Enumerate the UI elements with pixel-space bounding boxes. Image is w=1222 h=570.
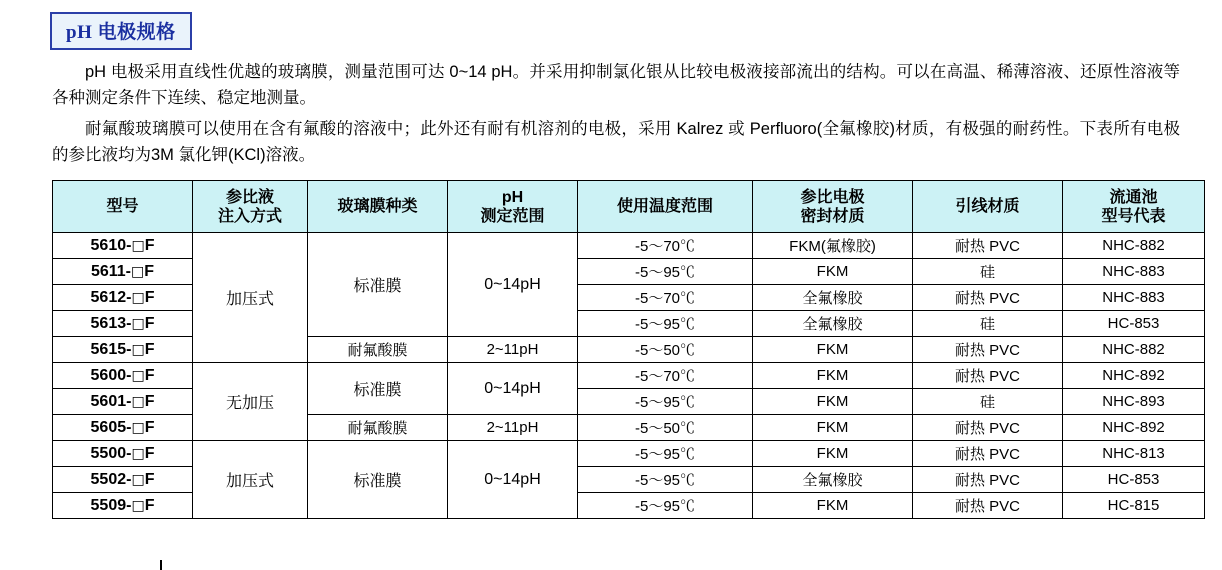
column-header-injection: 参比液 注入方式 <box>193 181 308 233</box>
square-glyph: □ <box>131 367 145 384</box>
cell-seal: FKM <box>753 389 913 415</box>
cell-wire: 硅 <box>913 259 1063 285</box>
table-body <box>53 233 1205 519</box>
cell-seal: FKM <box>753 259 913 285</box>
table-header-row <box>53 181 1205 233</box>
cell-temperature: -5～50℃ <box>578 337 753 363</box>
cell-model: 5613-□F <box>53 311 193 337</box>
cell-wire: 耐热 PVC <box>913 285 1063 311</box>
cell-wire: 耐热 PVC <box>913 415 1063 441</box>
cell-membrane: 标准膜 <box>308 441 448 519</box>
cell-wire: 硅 <box>913 311 1063 337</box>
cell-model: 5600-□F <box>53 363 193 389</box>
square-glyph: □ <box>131 315 145 332</box>
cell-seal: FKM <box>753 415 913 441</box>
table-row <box>53 363 1205 389</box>
cell-flow-cell: NHC-883 <box>1063 259 1205 285</box>
cell-seal: FKM <box>753 363 913 389</box>
paragraph-1: pH 电极采用直线性优越的玻璃膜，测量范围可达 0~14 pH。并采用抑制氯化银从比较电极液接部流出的结构。可以在高温、稀薄溶液、还原性溶液等各种测定条件下连续、稳定地测量。 <box>52 63 1180 107</box>
cell-flow-cell: NHC-813 <box>1063 441 1205 467</box>
column-header-membrane: 玻璃膜种类 <box>308 181 448 233</box>
cell-temperature: -5～95℃ <box>578 311 753 337</box>
cell-model: 5601-□F <box>53 389 193 415</box>
cell-temperature: -5～70℃ <box>578 285 753 311</box>
table-continuation-mark <box>160 560 162 570</box>
cell-temperature: -5～95℃ <box>578 493 753 519</box>
paragraph-2: 耐氟酸玻璃膜可以使用在含有氟酸的溶液中；此外还有耐有机溶剂的电极，采用 Kalrez 或 Perfluoro(全氟橡胶)材质，有极强的耐药性。下表所有电极的参比液均为3M 氯化钾(KCl)溶液。 <box>52 120 1180 164</box>
cell-model: 5611-□F <box>53 259 193 285</box>
cell-injection: 无加压 <box>193 363 308 441</box>
cell-flow-cell: NHC-882 <box>1063 337 1205 363</box>
cell-model: 5500-□F <box>53 441 193 467</box>
cell-temperature: -5～50℃ <box>578 415 753 441</box>
cell-membrane: 耐氟酸膜 <box>308 415 448 441</box>
cell-model: 5605-□F <box>53 415 193 441</box>
square-glyph: □ <box>131 445 145 462</box>
square-glyph: □ <box>131 497 145 514</box>
cell-flow-cell: NHC-883 <box>1063 285 1205 311</box>
cell-flow-cell: HC-853 <box>1063 311 1205 337</box>
column-header-seal-material: 参比电极 密封材质 <box>753 181 913 233</box>
square-glyph: □ <box>131 263 145 280</box>
cell-ph-range: 0~14pH <box>448 363 578 415</box>
cell-wire: 耐热 PVC <box>913 337 1063 363</box>
cell-injection: 加压式 <box>193 233 308 363</box>
cell-seal: 全氟橡胶 <box>753 467 913 493</box>
cell-seal: FKM(氟橡胶) <box>753 233 913 259</box>
cell-seal: 全氟橡胶 <box>753 285 913 311</box>
section-title-box <box>50 12 192 50</box>
column-header-wire-material: 引线材质 <box>913 181 1063 233</box>
cell-seal: FKM <box>753 493 913 519</box>
cell-wire: 耐热 PVC <box>913 493 1063 519</box>
column-header-flow-cell: 流通池 型号代表 <box>1063 181 1205 233</box>
cell-membrane: 标准膜 <box>308 363 448 415</box>
cell-wire: 耐热 PVC <box>913 467 1063 493</box>
square-glyph: □ <box>131 237 145 254</box>
column-header-model: 型号 <box>53 181 193 233</box>
cell-temperature: -5～70℃ <box>578 233 753 259</box>
cell-wire: 耐热 PVC <box>913 233 1063 259</box>
cell-seal: 全氟橡胶 <box>753 311 913 337</box>
cell-wire: 耐热 PVC <box>913 363 1063 389</box>
table-row <box>53 441 1205 467</box>
cell-flow-cell: HC-853 <box>1063 467 1205 493</box>
cell-ph-range: 0~14pH <box>448 441 578 519</box>
cell-membrane: 耐氟酸膜 <box>308 337 448 363</box>
cell-injection: 加压式 <box>193 441 308 519</box>
cell-flow-cell: HC-815 <box>1063 493 1205 519</box>
page-title: pH 电极规格 <box>66 22 176 43</box>
spec-table <box>52 180 1205 519</box>
cell-flow-cell: NHC-882 <box>1063 233 1205 259</box>
column-header-temperature: 使用温度范围 <box>578 181 753 233</box>
cell-flow-cell: NHC-892 <box>1063 415 1205 441</box>
cell-temperature: -5～95℃ <box>578 441 753 467</box>
cell-flow-cell: NHC-892 <box>1063 363 1205 389</box>
spec-table-wrapper <box>52 180 1204 519</box>
square-glyph: □ <box>131 289 145 306</box>
cell-model: 5612-□F <box>53 285 193 311</box>
table-header <box>53 181 1205 233</box>
table-row <box>53 233 1205 259</box>
cell-model: 5615-□F <box>53 337 193 363</box>
column-header-ph-range: pH 测定范围 <box>448 181 578 233</box>
cell-ph-range: 0~14pH <box>448 233 578 337</box>
cell-ph-range: 2~11pH <box>448 337 578 363</box>
cell-model: 5610-□F <box>53 233 193 259</box>
cell-seal: FKM <box>753 441 913 467</box>
square-glyph: □ <box>131 471 145 488</box>
cell-temperature: -5～95℃ <box>578 259 753 285</box>
square-glyph: □ <box>131 393 145 410</box>
cell-model: 5502-□F <box>53 467 193 493</box>
square-glyph: □ <box>131 341 145 358</box>
cell-temperature: -5～95℃ <box>578 467 753 493</box>
square-glyph: □ <box>131 419 145 436</box>
cell-ph-range: 2~11pH <box>448 415 578 441</box>
cell-wire: 耐热 PVC <box>913 441 1063 467</box>
cell-flow-cell: NHC-893 <box>1063 389 1205 415</box>
cell-temperature: -5～70℃ <box>578 363 753 389</box>
cell-temperature: -5～95℃ <box>578 389 753 415</box>
cell-model: 5509-□F <box>53 493 193 519</box>
cell-wire: 硅 <box>913 389 1063 415</box>
cell-membrane: 标准膜 <box>308 233 448 337</box>
cell-seal: FKM <box>753 337 913 363</box>
